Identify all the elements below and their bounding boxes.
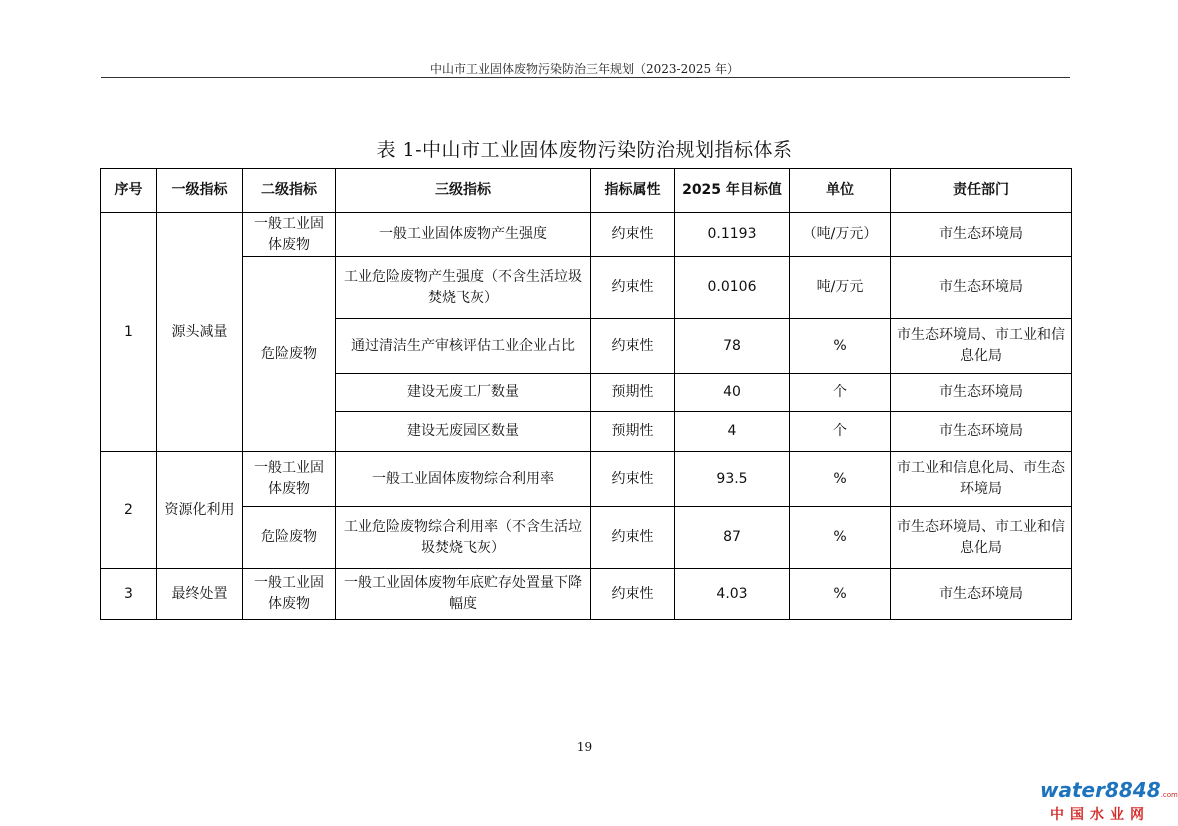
table-header-row xyxy=(101,169,1072,213)
col-header-target: 2025 年目标值 xyxy=(675,169,790,213)
cell-unit: （吨/万元） xyxy=(790,213,891,257)
cell-level3: 建设无废工厂数量 xyxy=(336,374,591,412)
table-title: 表 1-中山市工业固体废物污染防治规划指标体系 xyxy=(376,139,793,161)
cell-dept: 市生态环境局、市工业和信息化局 xyxy=(891,319,1072,374)
cell-target: 4.03 xyxy=(675,569,790,620)
table-row xyxy=(101,507,1072,569)
watermark-logo xyxy=(1040,778,1178,825)
cell-level2: 一般工业固体废物 xyxy=(243,213,336,257)
col-header-level1: 一级指标 xyxy=(157,169,243,213)
cell-unit: 个 xyxy=(790,374,891,412)
cell-dept: 市生态环境局 xyxy=(891,412,1072,452)
watermark-brand xyxy=(1040,778,1178,805)
cell-attr: 预期性 xyxy=(591,412,675,452)
cell-unit: 吨/万元 xyxy=(790,257,891,319)
cell-dept: 市生态环境局 xyxy=(891,569,1072,620)
table-row xyxy=(101,257,1072,319)
cell-level3: 工业危险废物产生强度（不含生活垃圾焚烧飞灰） xyxy=(336,257,591,319)
cell-dept: 市生态环境局 xyxy=(891,257,1072,319)
cell-target: 4 xyxy=(675,412,790,452)
cell-unit: % xyxy=(790,569,891,620)
cell-level1: 源头减量 xyxy=(157,213,243,452)
cell-level2: 危险废物 xyxy=(243,507,336,569)
cell-level3: 一般工业固体废物年底贮存处置量下降幅度 xyxy=(336,569,591,620)
header-rule xyxy=(101,77,1070,78)
cell-attr: 约束性 xyxy=(591,507,675,569)
cell-attr: 约束性 xyxy=(591,452,675,507)
cell-attr: 预期性 xyxy=(591,374,675,412)
cell-level3: 工业危险废物综合利用率（不含生活垃圾焚烧飞灰） xyxy=(336,507,591,569)
watermark-brand-suffix: .com xyxy=(1160,791,1178,799)
cell-attr: 约束性 xyxy=(591,569,675,620)
watermark-brand-text: water8848 xyxy=(1040,778,1161,802)
cell-dept: 市生态环境局、市工业和信息化局 xyxy=(891,507,1072,569)
cell-level1: 资源化利用 xyxy=(157,452,243,569)
cell-target: 78 xyxy=(675,319,790,374)
indicator-table xyxy=(100,168,1072,620)
cell-level3: 一般工业固体废物产生强度 xyxy=(336,213,591,257)
cell-dept: 市生态环境局 xyxy=(891,213,1072,257)
cell-attr: 约束性 xyxy=(591,319,675,374)
cell-unit: % xyxy=(790,507,891,569)
cell-attr: 约束性 xyxy=(591,213,675,257)
cell-target: 40 xyxy=(675,374,790,412)
cell-target: 0.1193 xyxy=(675,213,790,257)
cell-unit: % xyxy=(790,452,891,507)
table-row xyxy=(101,569,1072,620)
cell-level3: 通过清洁生产审核评估工业企业占比 xyxy=(336,319,591,374)
cell-seq: 3 xyxy=(101,569,157,620)
cell-seq: 1 xyxy=(101,213,157,452)
cell-attr: 约束性 xyxy=(591,257,675,319)
col-header-attr: 指标属性 xyxy=(591,169,675,213)
col-header-level2: 二级指标 xyxy=(243,169,336,213)
cell-level3: 建设无废园区数量 xyxy=(336,412,591,452)
cell-unit: 个 xyxy=(790,412,891,452)
cell-target: 0.0106 xyxy=(675,257,790,319)
cell-unit: % xyxy=(790,319,891,374)
col-header-level3: 三级指标 xyxy=(336,169,591,213)
cell-seq: 2 xyxy=(101,452,157,569)
cell-target: 87 xyxy=(675,507,790,569)
cell-dept: 市工业和信息化局、市生态环境局 xyxy=(891,452,1072,507)
table-row xyxy=(101,452,1072,507)
cell-level3: 一般工业固体废物综合利用率 xyxy=(336,452,591,507)
watermark-tagline: 中国水业网 xyxy=(1050,807,1150,823)
cell-level2: 一般工业固体废物 xyxy=(243,452,336,507)
running-header: 中山市工业固体废物污染防治三年规划（2023-2025 年） xyxy=(430,62,739,76)
col-header-unit: 单位 xyxy=(790,169,891,213)
page-number: 19 xyxy=(576,740,593,754)
cell-level2: 一般工业固体废物 xyxy=(243,569,336,620)
cell-level2: 危险废物 xyxy=(243,257,336,452)
table-row xyxy=(101,213,1072,257)
col-header-seq: 序号 xyxy=(101,169,157,213)
cell-target: 93.5 xyxy=(675,452,790,507)
cell-dept: 市生态环境局 xyxy=(891,374,1072,412)
cell-level1: 最终处置 xyxy=(157,569,243,620)
col-header-dept: 责任部门 xyxy=(891,169,1072,213)
